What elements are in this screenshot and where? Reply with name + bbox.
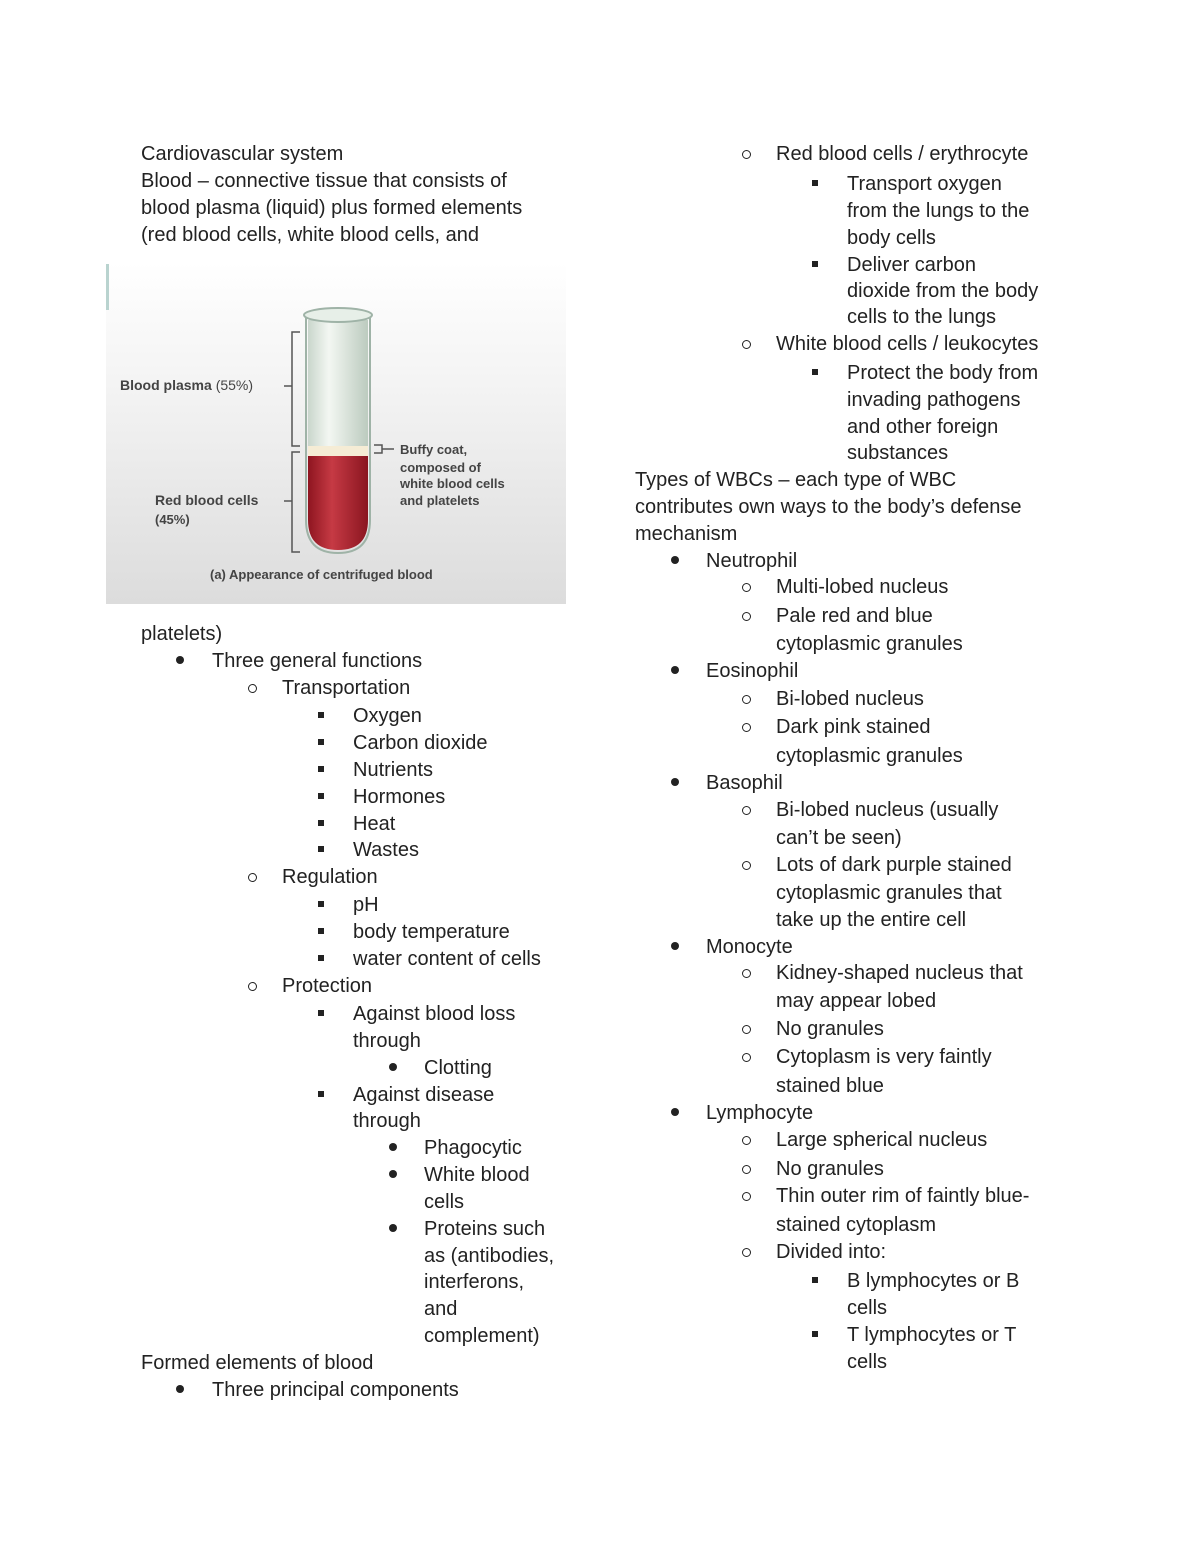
list-item: Neutrophil (706, 550, 798, 572)
list-item: Deliver carbon (847, 254, 976, 276)
list-item: Nutrients (353, 759, 434, 781)
list-item: Bi-lobed nucleus (776, 688, 924, 710)
blood-definition-line: (red blood cells, white blood cells, and (141, 224, 479, 246)
list-item-continued: complement) (424, 1325, 540, 1347)
list-item: White blood cells / leukocytes (776, 333, 1039, 355)
bullet-icon (318, 1085, 324, 1097)
list-item: Against blood loss (353, 1003, 516, 1025)
rbc-layer (308, 456, 368, 550)
list-item: Hormones (353, 786, 446, 808)
list-item-continued: and other foreign (847, 416, 999, 438)
bullet-icon (318, 840, 324, 852)
bullet-icon (742, 963, 751, 978)
blood-definition-line: Blood – connective tissue that consists of (141, 170, 507, 192)
list-item-continued: cells to the lungs (847, 306, 996, 328)
bullet-icon (671, 1103, 679, 1116)
bullet-icon (318, 1004, 324, 1016)
bullet-icon (318, 733, 324, 745)
list-item: Clotting (424, 1057, 492, 1079)
section-heading: contributes own ways to the body’s defense (635, 496, 1022, 518)
bullet-icon (318, 949, 324, 961)
list-item: Multi-lobed nucleus (776, 576, 949, 598)
list-item: pH (353, 894, 379, 916)
bullet-icon (318, 922, 324, 934)
list-item: Divided into: (776, 1241, 887, 1263)
list-item-continued: cytoplasmic granules (776, 633, 963, 655)
list-item: body temperature (353, 921, 510, 943)
list-item: White blood (424, 1164, 530, 1186)
buffy-label: Buffy coat, (400, 442, 468, 457)
bullet-icon (742, 1159, 751, 1174)
list-item-continued: take up the entire cell (776, 909, 967, 931)
bullet-icon (812, 255, 818, 267)
section-heading: mechanism (635, 523, 738, 545)
list-item-continued: can’t be seen) (776, 827, 902, 849)
list-item: B lymphocytes or B (847, 1270, 1020, 1292)
list-item-continued: interferons, (424, 1271, 525, 1293)
figure-caption: (a) Appearance of centrifuged blood (210, 567, 433, 582)
bullet-icon (671, 773, 679, 786)
buffy-label: composed of (400, 460, 481, 475)
list-item: Against disease (353, 1084, 495, 1106)
bullet-icon (671, 937, 679, 950)
page-title: Cardiovascular system (141, 143, 344, 165)
plasma-layer (308, 320, 368, 454)
bullet-icon (742, 334, 751, 349)
list-item-continued: invading pathogens (847, 389, 1021, 411)
list-item: Cytoplasm is very faintly (776, 1046, 992, 1068)
bullet-icon (742, 1242, 751, 1257)
list-item: T lymphocytes or T (847, 1324, 1017, 1346)
rbc-percent: (45%) (155, 512, 190, 527)
bullet-icon (812, 1325, 818, 1337)
bullet-icon (812, 174, 818, 186)
bullet-icon (176, 651, 184, 664)
bullet-icon (671, 661, 679, 674)
bullet-icon (318, 706, 324, 718)
bullet-icon (389, 1165, 397, 1178)
list-item: Transportation (282, 677, 411, 699)
list-item-continued: through (353, 1030, 421, 1052)
bullet-icon (742, 144, 751, 159)
list-item-continued: as (antibodies, (424, 1245, 555, 1267)
list-item: Basophil (706, 772, 783, 794)
section-heading: Formed elements of blood (141, 1352, 374, 1374)
list-item: Dark pink stained (776, 716, 931, 738)
buffy-bracket (374, 445, 382, 453)
bullet-icon (248, 678, 257, 693)
list-item: Lots of dark purple stained (776, 854, 1012, 876)
list-item: Eosinophil (706, 660, 799, 682)
bullet-icon (812, 363, 818, 375)
list-item: Large spherical nucleus (776, 1129, 988, 1151)
list-item-continued: cells (847, 1297, 888, 1319)
list-item: Kidney-shaped nucleus that (776, 962, 1023, 984)
plasma-bracket (292, 332, 300, 446)
list-item-continued: cytoplasmic granules (776, 745, 963, 767)
bullet-icon (318, 814, 324, 826)
bullet-icon (812, 1271, 818, 1283)
list-item-continued: cells (424, 1191, 465, 1213)
list-item: Red blood cells / erythrocyte (776, 143, 1029, 165)
bullet-icon (742, 1130, 751, 1145)
bullet-icon (248, 976, 257, 991)
list-item: Carbon dioxide (353, 732, 488, 754)
list-item: No granules (776, 1018, 884, 1040)
list-item: Pale red and blue (776, 605, 933, 627)
list-item-continued: stained blue (776, 1075, 884, 1097)
buffy-label: and platelets (400, 493, 480, 508)
bullet-icon (742, 1047, 751, 1062)
bullet-icon (742, 689, 751, 704)
bullet-icon (742, 855, 751, 870)
list-item-continued: and (424, 1298, 458, 1320)
bullet-icon (389, 1138, 397, 1151)
list-item: Protection (282, 975, 373, 997)
buffy-label: white blood cells (400, 476, 505, 491)
list-item-continued: cytoplasmic granules that (776, 882, 1002, 904)
bullet-icon (318, 895, 324, 907)
list-item: Thin outer rim of faintly blue- (776, 1185, 1030, 1207)
list-item: Monocyte (706, 936, 793, 958)
list-item: No granules (776, 1158, 884, 1180)
list-item: Regulation (282, 866, 378, 888)
list-item: Phagocytic (424, 1137, 522, 1159)
list-item-continued: stained cytoplasm (776, 1214, 937, 1236)
list-item: Three general functions (212, 650, 423, 672)
list-item-continued: through (353, 1110, 421, 1132)
bullet-icon (248, 867, 257, 882)
list-item-continued: may appear lobed (776, 990, 937, 1012)
test-tube-rim (304, 308, 372, 322)
list-item: Protect the body from (847, 362, 1039, 384)
bullet-icon (742, 1186, 751, 1201)
bullet-icon (742, 1019, 751, 1034)
list-item: Bi-lobed nucleus (usually (776, 799, 999, 821)
bullet-icon (389, 1219, 397, 1232)
list-item-continued: substances (847, 442, 949, 464)
list-item-continued: from the lungs to the (847, 200, 1030, 222)
rbc-bracket (292, 452, 300, 552)
list-item: Oxygen (353, 705, 422, 727)
list-item: Lymphocyte (706, 1102, 814, 1124)
bullet-icon (742, 717, 751, 732)
bullet-icon (742, 606, 751, 621)
list-item: water content of cells (353, 948, 541, 970)
blood-definition-line: blood plasma (liquid) plus formed elements (141, 197, 523, 219)
centrifuged-blood-figure (106, 262, 566, 604)
plasma-label: Blood plasma (55%) (120, 377, 254, 393)
list-item: Proteins such (424, 1218, 546, 1240)
bullet-icon (671, 551, 679, 564)
list-item: Three principal components (212, 1379, 459, 1401)
section-heading: Types of WBCs – each type of WBC (635, 469, 957, 491)
bullet-icon (318, 787, 324, 799)
bullet-icon (176, 1380, 184, 1393)
rbc-label: Red blood cells (155, 492, 259, 508)
bullet-icon (318, 760, 324, 772)
list-item-continued: body cells (847, 227, 936, 249)
list-item: Heat (353, 813, 396, 835)
list-item: Transport oxygen (847, 173, 1002, 195)
figure-edge-marker (106, 264, 109, 310)
bullet-icon (389, 1058, 397, 1071)
list-item-continued: dioxide from the body (847, 280, 1039, 302)
bullet-icon (742, 800, 751, 815)
bullet-icon (742, 577, 751, 592)
buffy-coat-layer (308, 446, 368, 456)
list-item: Wastes (353, 839, 419, 861)
blood-definition-line: platelets) (141, 623, 223, 645)
list-item-continued: cells (847, 1351, 888, 1373)
